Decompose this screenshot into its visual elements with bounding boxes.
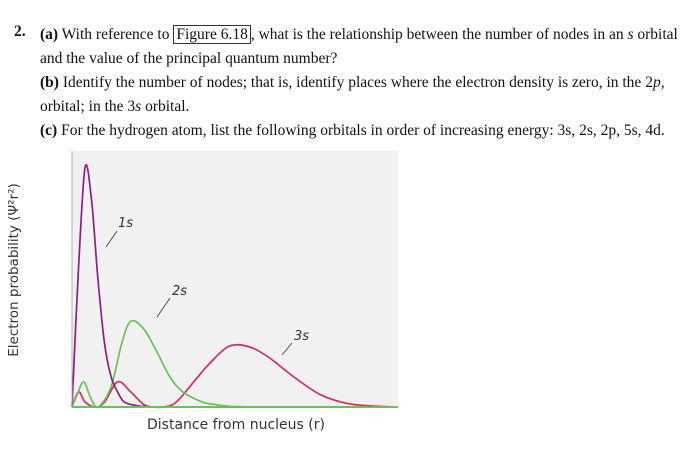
part-c-text: For the hydrogen atom, list the following orbitals in order of increasing energy: 3s, 2s, 2p, 5s, 4d. xyxy=(57,122,665,139)
question-number: 2. xyxy=(14,23,26,40)
part-c-label: (c) xyxy=(40,122,58,139)
part-b-s: s xyxy=(135,98,142,115)
part-a-text-3: orbital xyxy=(633,26,678,43)
part-a-label: (a) xyxy=(40,26,59,43)
part-a-text-4: and the value of the principal quantum number? xyxy=(40,50,338,67)
part-b-text-1: Identify the number of nodes; that is, identify places where the electron density is zero, in the 2 xyxy=(58,74,653,91)
part-b-label: (b) xyxy=(40,74,59,91)
plot-background xyxy=(72,151,398,407)
question-text xyxy=(40,23,680,143)
part-b-text-3: orbital; in the 3 xyxy=(40,98,136,115)
part-a-text-1: With reference to xyxy=(58,26,174,43)
curve-label-1s: 1s xyxy=(118,216,134,231)
part-a-text-2: , what is the relationship between the number of nodes in an xyxy=(250,26,628,43)
probability-chart xyxy=(40,145,404,445)
question-line-a xyxy=(40,23,680,47)
part-b-text-4: orbital. xyxy=(141,98,190,115)
figure-reference-link[interactable]: Figure 6.18 xyxy=(173,25,250,44)
question-line-b2 xyxy=(40,95,680,119)
part-a-s: s xyxy=(627,26,634,43)
question-line-c xyxy=(40,119,680,143)
part-b-text-2: , xyxy=(660,74,665,91)
question-line-b xyxy=(40,71,680,95)
x-axis-label: Distance from nucleus (r) xyxy=(147,417,325,433)
curve-label-3s: 3s xyxy=(294,329,310,344)
curve-label-2s: 2s xyxy=(172,284,188,299)
y-axis-label: Electron probability (Ψ²r²) xyxy=(6,183,22,357)
orbital-probability-figure xyxy=(40,145,404,445)
part-b-p: p xyxy=(652,74,661,91)
question-line-a2 xyxy=(40,47,680,71)
